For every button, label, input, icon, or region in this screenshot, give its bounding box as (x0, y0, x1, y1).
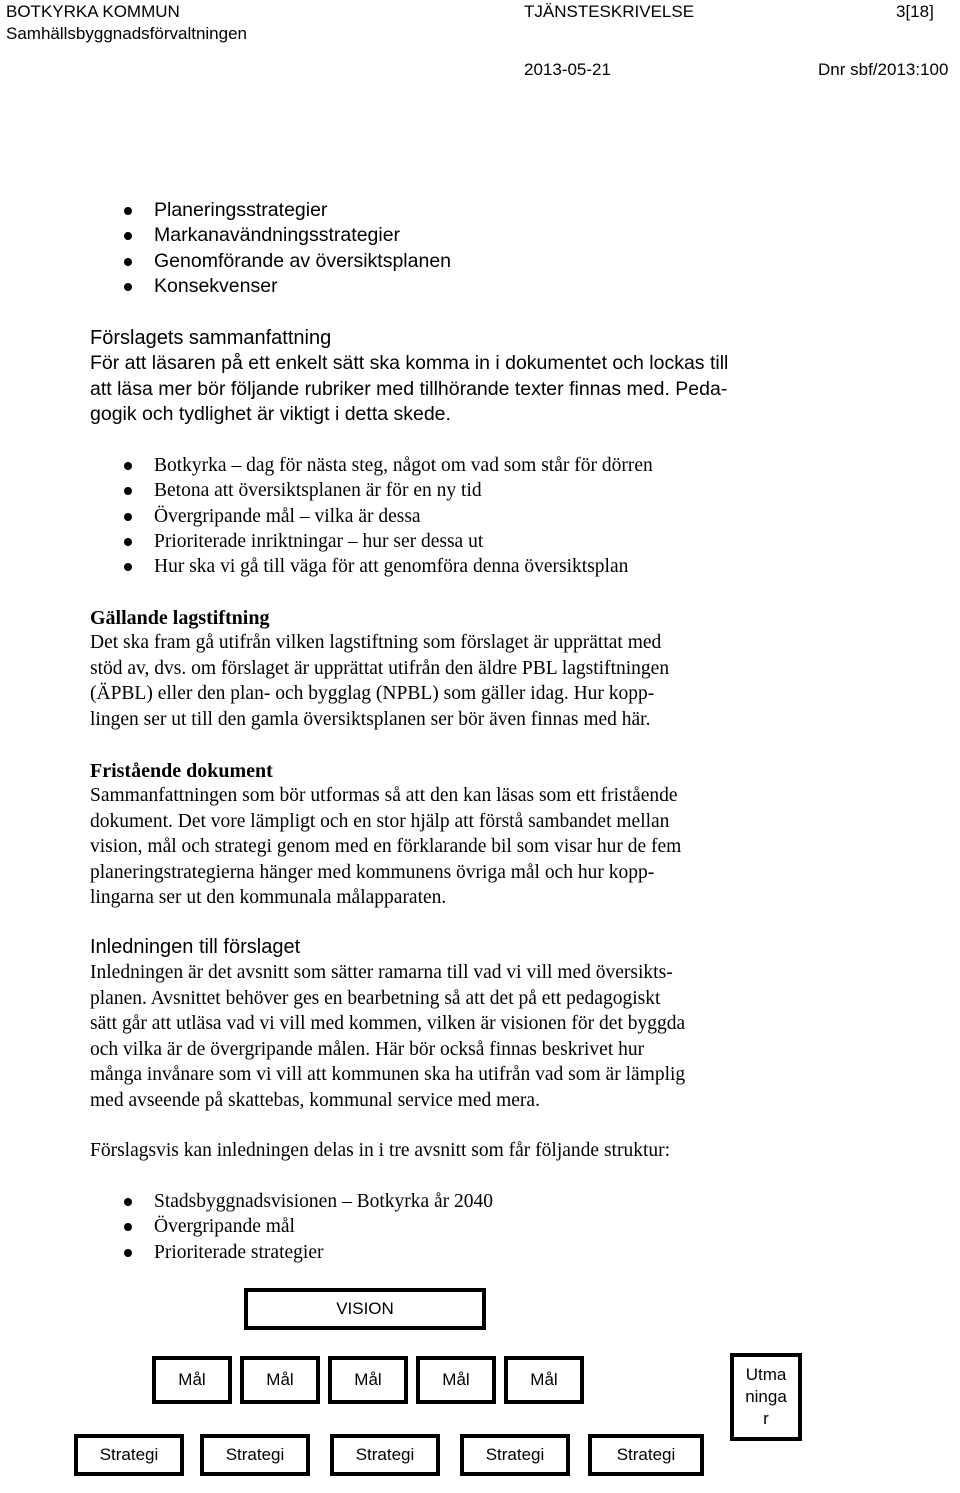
bullet-icon (124, 462, 132, 470)
bullet-icon (124, 1223, 132, 1231)
bullet-list-contents (92, 198, 451, 299)
department-name: Samhällsbyggnadsförvaltningen (6, 24, 247, 43)
goal-box: Mål (240, 1356, 320, 1404)
bullet-icon (124, 563, 132, 571)
bullet-icon (124, 513, 132, 521)
bullet-icon (124, 1249, 132, 1257)
list-item: Övergripande mål (92, 1214, 493, 1239)
bullet-icon (124, 283, 132, 291)
bullet-list-summary-topics (92, 453, 653, 579)
bullet-icon (124, 232, 132, 240)
registration-number: Dnr sbf/2013:100 (818, 60, 949, 79)
organization-name: BOTKYRKA KOMMUN (6, 2, 180, 21)
strategy-box: Strategi (330, 1434, 440, 1476)
strategy-box: Strategi (588, 1434, 704, 1476)
challenges-box: Utma ninga r (730, 1353, 802, 1441)
bullet-icon (124, 538, 132, 546)
list-item: Betona att översiktsplanen är för en ny tid (92, 478, 653, 503)
bullet-icon (124, 258, 132, 266)
bullet-icon (124, 1198, 132, 1206)
list-item: Botkyrka – dag för nästa steg, något om vad som står för dörren (92, 453, 653, 478)
legislation-paragraph: Det ska fram gå utifrån vilken lagstiftning som förslaget är upprättat med stöd av, dvs. om förslaget är upprättat utifrån den äldre PBL lagstiftningen (ÄPBL) eller den plan- och bygglag (NPBL) som gäller idag. Hur kopp- lingen ser ut till den gamla översiktsplanen ser bör även finnas med här. (90, 632, 670, 730)
list-item: Planeringsstrategier (92, 198, 451, 223)
introduction-paragraph: Inledningen är det avsnitt som sätter ramarna till vad vi vill med översikts- planen. Avsnittet behöver ges en bearbetning så att det på ett pedagogiskt sätt går att utläsa vad vi vill med kommen, vilken är visionen för det byggda och vilka är de övergripande målen. Här bör också finnas beskrivet hur många invånare som vi vill att kommunen ska ha utifrån vad som är lämplig med avseende på skattebas, kommunal service med mera. (90, 962, 686, 1111)
goal-box: Mål (416, 1356, 496, 1404)
summary-paragraph: För att läsaren på ett enkelt sätt ska komma in i dokumentet och lockas till att läsa mer bör följande rubriker med tillhörande texter finnas med. Peda- gogik och tydlighet är viktigt i detta skede. (90, 352, 729, 425)
list-item: Hur ska vi gå till väga för att genomföra denna översiktsplan (92, 554, 653, 579)
document-date: 2013-05-21 (524, 60, 611, 79)
goal-box: Mål (504, 1356, 584, 1404)
list-item: Markanavändningsstrategier (92, 223, 451, 248)
list-item: Genomförande av översiktsplanen (92, 249, 451, 274)
bullet-icon (124, 207, 132, 215)
strategy-box: Strategi (74, 1434, 184, 1476)
list-item: Stadsbyggnadsvisionen – Botkyrka år 2040 (92, 1189, 493, 1214)
page-number: 3[18] (896, 2, 934, 21)
bullet-list-structure (92, 1189, 493, 1265)
section-heading-summary: Förslagets sammanfattning (90, 327, 332, 349)
vision-box: VISION (244, 1288, 486, 1330)
list-item: Övergripande mål – vilka är dessa (92, 504, 653, 529)
document-type: TJÄNSTESKRIVELSE (524, 2, 695, 21)
goal-box: Mål (328, 1356, 408, 1404)
structure-intro-line: Förslagsvis kan inledningen delas in i tre avsnitt som får följande struktur: (90, 1140, 671, 1161)
strategy-box: Strategi (200, 1434, 310, 1476)
section-heading-standalone: Fristående dokument (90, 760, 273, 782)
strategy-box: Strategi (460, 1434, 570, 1476)
bullet-icon (124, 487, 132, 495)
section-heading-introduction: Inledningen till förslaget (90, 936, 301, 958)
section-heading-legislation: Gällande lagstiftning (90, 607, 270, 629)
list-item: Prioriterade inriktningar – hur ser dessa ut (92, 529, 653, 554)
list-item: Prioriterade strategier (92, 1240, 493, 1265)
standalone-paragraph: Sammanfattningen som bör utformas så att den kan läsas som ett fristående dokument. Det vore lämpligt och en stor hjälp att förstå sambandet mellan vision, mål och strategi genom med en förklarande bil som visar hur de fem planeringstrategierna hänger med kommunens övriga mål och hur kopp- lingarna ser ut den kommunala målapparaten. (90, 785, 682, 908)
list-item: Konsekvenser (92, 274, 451, 299)
goal-box: Mål (152, 1356, 232, 1404)
